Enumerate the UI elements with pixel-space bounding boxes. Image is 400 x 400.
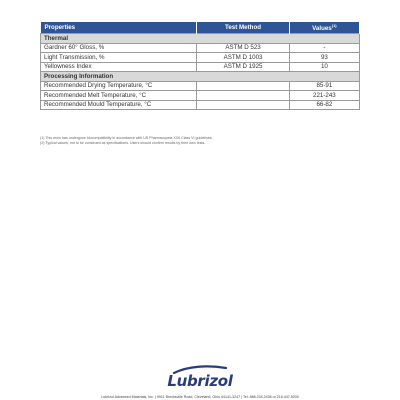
header-values xyxy=(289,22,359,34)
property-cell: Recommended Drying Temperature, °C xyxy=(41,81,197,91)
method-cell: ASTM D 1925 xyxy=(197,62,290,72)
table-row xyxy=(41,81,360,91)
header-properties: Properties xyxy=(41,22,197,34)
logo-wordmark: Lubrizol xyxy=(167,372,233,390)
table-row xyxy=(41,100,360,110)
property-cell: Light Transmission, % xyxy=(41,53,197,63)
lubrizol-logo xyxy=(0,365,400,388)
table-row xyxy=(41,91,360,101)
property-cell: Recommended Mould Temperature, °C xyxy=(41,100,197,110)
value-cell: 66-82 xyxy=(289,100,359,110)
footnote-1: (1) This resin has undergone biocompatibility in accordance with US Pharmacopeia XXII Class VI guidelines. xyxy=(40,136,213,140)
property-cell: Gardner 60° Gloss, % xyxy=(41,43,197,53)
footnotes xyxy=(40,136,360,146)
footnote-2: (2) Typical values, not to be construed as specifications. Users should confirm results by their own tests. xyxy=(40,141,206,145)
method-cell: ASTM D 523 xyxy=(197,43,290,53)
value-cell: 10 xyxy=(289,62,359,72)
header-values-label: Values xyxy=(312,25,332,33)
header-test-method: Test Method xyxy=(197,22,290,34)
value-cell: 85-91 xyxy=(289,81,359,91)
method-cell xyxy=(197,100,290,110)
section-row-thermal xyxy=(41,34,360,44)
footer-contact: Lubrizol Advanced Materials, Inc. | 9911 Brecksville Road, Cleveland, Ohio 44141-3247 | Tel: 888.234.2436 or 216.447.5000 xyxy=(101,395,299,399)
properties-table xyxy=(40,22,360,110)
method-cell xyxy=(197,81,290,91)
table-row xyxy=(41,53,360,63)
properties-table-container xyxy=(40,22,360,110)
section-row-processing xyxy=(41,72,360,82)
value-cell: - xyxy=(289,43,359,53)
table-row xyxy=(41,62,360,72)
table-header-row xyxy=(41,22,360,34)
table-row xyxy=(41,43,360,53)
method-cell: ASTM D 1003 xyxy=(197,53,290,63)
section-title: Thermal xyxy=(41,34,360,44)
value-cell: 221-243 xyxy=(289,91,359,101)
method-cell xyxy=(197,91,290,101)
property-cell: Yellowness Index xyxy=(41,62,197,72)
header-values-footnote: (1) xyxy=(331,22,337,28)
value-cell: 93 xyxy=(289,53,359,63)
section-title: Processing Information xyxy=(41,72,360,82)
property-cell: Recommended Melt Temperature, °C xyxy=(41,91,197,101)
